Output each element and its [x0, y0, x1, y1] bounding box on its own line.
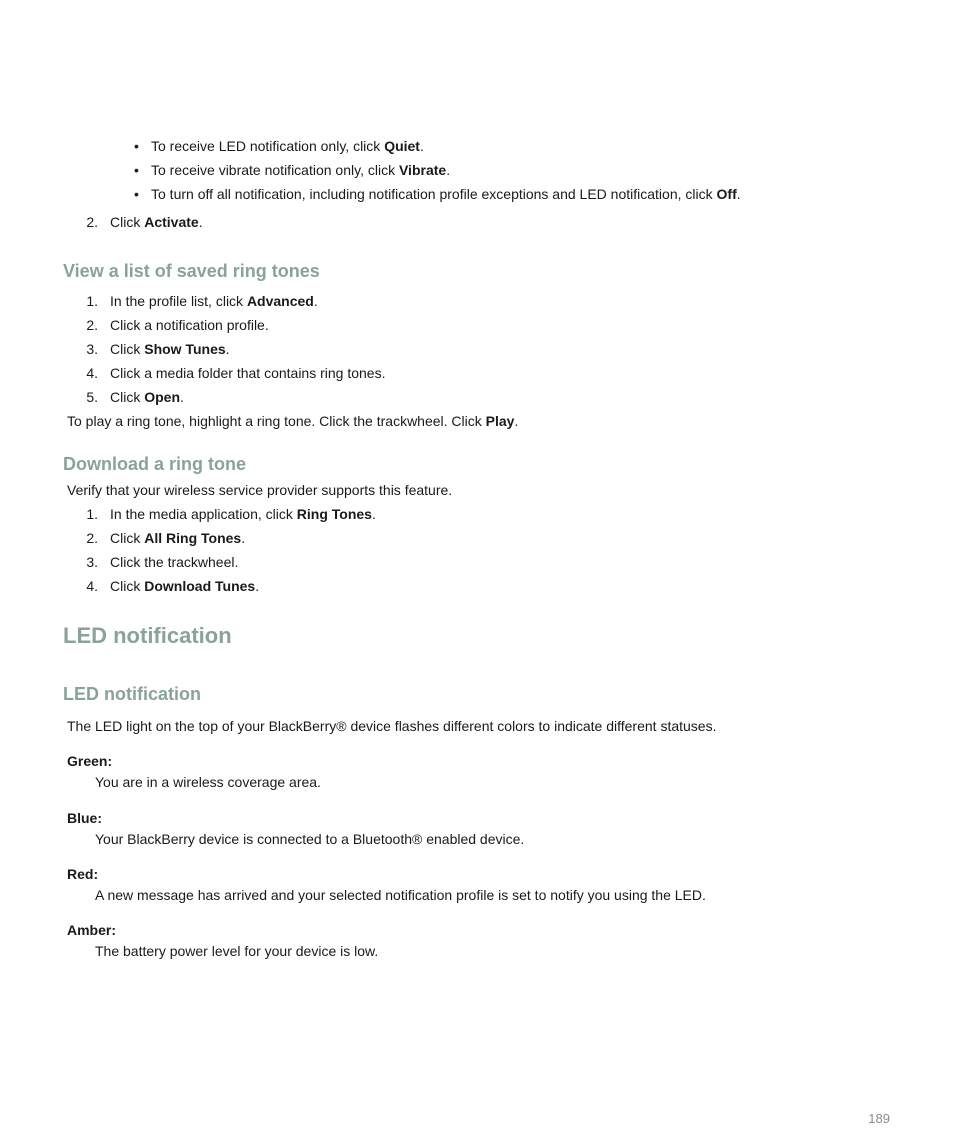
step-number: 1.	[86, 293, 98, 309]
section-heading-download: Download a ring tone	[63, 454, 246, 474]
led-desc-green: You are in a wireless coverage area.	[95, 774, 321, 790]
step-text: Click Show Tunes.	[110, 341, 230, 357]
bullet-dot: •	[134, 138, 139, 154]
step-text: Click All Ring Tones.	[110, 530, 246, 546]
list-item: To turn off all notification, including notification profile exceptions and LED notification, click Off.	[151, 186, 741, 202]
led-term-green: Green:	[67, 753, 113, 769]
led-desc-amber: The battery power level for your device is low.	[95, 943, 379, 959]
step-text: Click a notification profile.	[110, 317, 269, 333]
list-item: To receive vibrate notification only, click Vibrate.	[151, 162, 451, 178]
prereq-text: Verify that your wireless service provider supports this feature.	[67, 482, 453, 498]
step-number: 5.	[86, 389, 98, 405]
section-heading-led: LED notification	[63, 684, 201, 704]
step-number: 3.	[86, 341, 98, 357]
led-term-red: Red:	[67, 866, 99, 882]
step-number: 2.	[86, 214, 98, 230]
step-number: 1.	[86, 506, 98, 522]
list-item: To receive LED notification only, click Quiet.	[151, 138, 424, 154]
led-term-blue: Blue:	[67, 810, 102, 826]
section-heading-saved-tones: View a list of saved ring tones	[63, 261, 320, 281]
led-intro: The LED light on the top of your BlackBerry® device flashes different colors to indicate different statuses.	[67, 718, 717, 734]
step-number: 2.	[86, 530, 98, 546]
chapter-title: LED notification	[63, 623, 232, 648]
step-text: In the media application, click Ring Tones.	[110, 506, 376, 522]
step-text: Click a media folder that contains ring tones.	[110, 365, 386, 381]
step-text: In the profile list, click Advanced.	[110, 293, 318, 309]
step-number: 4.	[86, 578, 98, 594]
note-text: To play a ring tone, highlight a ring tone. Click the trackwheel. Click Play.	[67, 413, 519, 429]
bullet-dot: •	[134, 162, 139, 178]
bullet-dot: •	[134, 186, 139, 202]
step-text: Click Activate.	[110, 214, 203, 230]
page-number: 189	[868, 1111, 890, 1126]
led-desc-red: A new message has arrived and your selected notification profile is set to notify you using the LED.	[95, 887, 706, 903]
step-text: Click the trackwheel.	[110, 554, 239, 570]
step-number: 4.	[86, 365, 98, 381]
step-text: Click Open.	[110, 389, 184, 405]
led-term-amber: Amber:	[67, 922, 117, 938]
step-number: 3.	[86, 554, 98, 570]
step-number: 2.	[86, 317, 98, 333]
led-desc-blue: Your BlackBerry device is connected to a Bluetooth® enabled device.	[95, 831, 525, 847]
step-text: Click Download Tunes.	[110, 578, 260, 594]
